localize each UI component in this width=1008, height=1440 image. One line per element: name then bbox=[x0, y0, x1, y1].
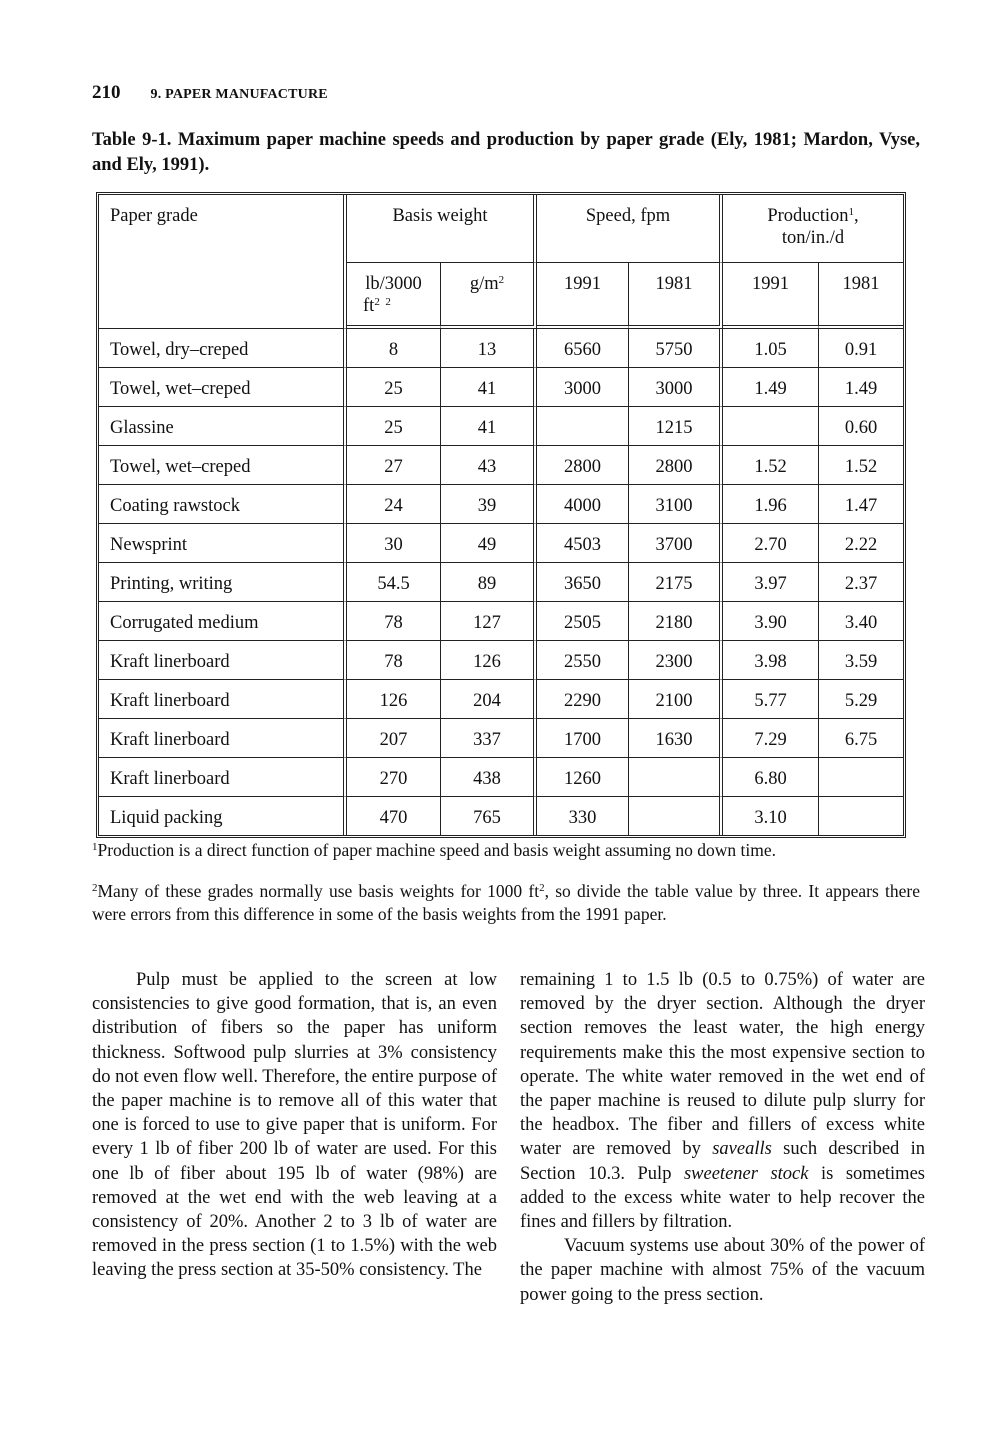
cell-grade: Kraft linerboard bbox=[99, 641, 347, 680]
cell-basis-gm: 765 bbox=[441, 797, 537, 835]
page-number: 210 bbox=[92, 82, 121, 103]
table-row bbox=[99, 797, 903, 835]
cell-speed-1991 bbox=[537, 407, 629, 446]
cell-basis-lb: 470 bbox=[347, 797, 441, 835]
cell-speed-1991: 2550 bbox=[537, 641, 629, 680]
cell-grade: Printing, writing bbox=[99, 563, 347, 602]
table-row bbox=[99, 602, 903, 641]
cell-production-1981 bbox=[819, 758, 903, 797]
cell-basis-gm: 13 bbox=[441, 329, 537, 368]
cell-grade: Kraft linerboard bbox=[99, 719, 347, 758]
cell-grade: Liquid packing bbox=[99, 797, 347, 835]
cell-speed-1991: 4000 bbox=[537, 485, 629, 524]
cell-basis-lb: 78 bbox=[347, 641, 441, 680]
cell-basis-lb: 30 bbox=[347, 524, 441, 563]
cell-speed-1991: 3650 bbox=[537, 563, 629, 602]
table-row bbox=[99, 719, 903, 758]
cell-basis-lb: 27 bbox=[347, 446, 441, 485]
table-caption: Table 9-1. Maximum paper machine speeds and production by paper grade (Ely, 1981; Mardon, Vyse, and Ely, 1991). bbox=[92, 130, 920, 175]
cell-production-1991: 3.90 bbox=[723, 602, 819, 641]
cell-speed-1981 bbox=[629, 758, 723, 797]
cell-basis-gm: 39 bbox=[441, 485, 537, 524]
cell-basis-lb: 24 bbox=[347, 485, 441, 524]
cell-production-1981 bbox=[819, 797, 903, 835]
cell-production-1991 bbox=[723, 407, 819, 446]
cell-grade: Glassine bbox=[99, 407, 347, 446]
cell-speed-1991: 3000 bbox=[537, 368, 629, 407]
cell-basis-lb: 8 bbox=[347, 329, 441, 368]
cell-production-1991: 5.77 bbox=[723, 680, 819, 719]
cell-speed-1991: 1700 bbox=[537, 719, 629, 758]
cell-production-1981: 2.37 bbox=[819, 563, 903, 602]
cell-grade: Towel, wet–creped bbox=[99, 368, 347, 407]
cell-speed-1981: 1215 bbox=[629, 407, 723, 446]
cell-speed-1981: 3700 bbox=[629, 524, 723, 563]
paper-grade-table bbox=[96, 192, 906, 838]
table-row bbox=[99, 368, 903, 407]
cell-production-1981: 0.60 bbox=[819, 407, 903, 446]
footnote-1: $^1$Production is a direct function of paper machine speed and basis weight assuming no down time. bbox=[92, 840, 776, 860]
cell-production-1991: 7.29 bbox=[723, 719, 819, 758]
table-row bbox=[99, 329, 903, 368]
cell-basis-lb: 25 bbox=[347, 407, 441, 446]
footnote-2: $^2$Many of these grades normally use basis weights for 1000 $ft^2$, so divide the table value by three. It appears there were errors from this difference in some of the basis weights from the 1991 paper. bbox=[92, 881, 920, 924]
table-row bbox=[99, 641, 903, 680]
cell-production-1981: 0.91 bbox=[819, 329, 903, 368]
cell-grade: Corrugated medium bbox=[99, 602, 347, 641]
header-speed-1991: 1991 bbox=[537, 263, 629, 329]
header-production-1991: 1991 bbox=[723, 263, 819, 329]
header-speed-1981: 1981 bbox=[629, 263, 723, 329]
cell-speed-1981: 3100 bbox=[629, 485, 723, 524]
cell-grade: Kraft linerboard bbox=[99, 680, 347, 719]
chapter-title: 9. PAPER MANUFACTURE bbox=[150, 87, 328, 102]
cell-speed-1991: 2800 bbox=[537, 446, 629, 485]
body-paragraph: Vacuum systems use about 30% of the power of the paper machine with almost 75% of the vacuum power going to the press section. bbox=[520, 1236, 925, 1305]
body-paragraph: Pulp must be applied to the screen at low consistencies to give good formation, that is, an even distribution of fibers so the paper has uniform thickness. Softwood pulp slurries at 3% consistency do not even flow well. Therefore, the entire purpose of the paper machine is to remove all of this water that one is forced to use to give paper that is uniform. For every 1 lb of fiber 200 lb of water are used. For this one lb of fiber about 195 lb of water (98%) are removed at the wet end with the web leaving at a consistency of 20%. Another 2 to 3 lb of water are removed in the press section (1 to 1.5%) with the web leaving the press section at 35-50% consistency. The bbox=[92, 970, 497, 1281]
cell-basis-gm: 438 bbox=[441, 758, 537, 797]
cell-speed-1991: 330 bbox=[537, 797, 629, 835]
cell-speed-1981: 1630 bbox=[629, 719, 723, 758]
cell-production-1991: 1.52 bbox=[723, 446, 819, 485]
body-column-right bbox=[520, 968, 925, 1307]
cell-production-1991: 1.96 bbox=[723, 485, 819, 524]
header-lb-unit: lb/3000 $ft^{2 2}$ bbox=[347, 263, 441, 329]
cell-grade: Towel, wet–creped bbox=[99, 446, 347, 485]
table-row bbox=[99, 680, 903, 719]
cell-production-1991: 3.10 bbox=[723, 797, 819, 835]
cell-speed-1981: 2100 bbox=[629, 680, 723, 719]
cell-basis-gm: 43 bbox=[441, 446, 537, 485]
header-paper-grade: Paper grade bbox=[99, 195, 347, 329]
table-row bbox=[99, 485, 903, 524]
cell-speed-1981: 3000 bbox=[629, 368, 723, 407]
cell-basis-lb: 126 bbox=[347, 680, 441, 719]
table-row bbox=[99, 524, 903, 563]
table-row bbox=[99, 563, 903, 602]
body-column-left bbox=[92, 968, 497, 1283]
cell-basis-gm: 204 bbox=[441, 680, 537, 719]
cell-speed-1981: 2300 bbox=[629, 641, 723, 680]
header-gm-unit: $g/m^2$ bbox=[441, 263, 537, 329]
cell-grade: Kraft linerboard bbox=[99, 758, 347, 797]
table-row bbox=[99, 407, 903, 446]
cell-basis-gm: 41 bbox=[441, 368, 537, 407]
cell-basis-lb: 78 bbox=[347, 602, 441, 641]
table-row bbox=[99, 758, 903, 797]
cell-production-1991: 1.49 bbox=[723, 368, 819, 407]
cell-production-1981: 1.49 bbox=[819, 368, 903, 407]
cell-speed-1981: 5750 bbox=[629, 329, 723, 368]
cell-speed-1981: 2800 bbox=[629, 446, 723, 485]
cell-basis-lb: 207 bbox=[347, 719, 441, 758]
cell-basis-lb: 270 bbox=[347, 758, 441, 797]
cell-production-1981: 6.75 bbox=[819, 719, 903, 758]
running-header bbox=[92, 82, 328, 104]
body-paragraph: remaining 1 to 1.5 lb (0.5 to 0.75%) of water are removed by the dryer section. Although the dryer section removes the least water, the high energy requirements make this the most expensive section to operate. The white water removed in the wet end of the paper machine is reused to dilute pulp slurry for the headbox. The fiber and fillers of excess white water are removed by savealls such described in Section 10.3. Pulp sweetener stock is sometimes added to the excess white water to help recover the fines and fillers by filtration. bbox=[520, 970, 926, 1233]
cell-production-1981: 1.47 bbox=[819, 485, 903, 524]
cell-speed-1991: 4503 bbox=[537, 524, 629, 563]
cell-speed-1991: 6560 bbox=[537, 329, 629, 368]
cell-basis-gm: 337 bbox=[441, 719, 537, 758]
cell-production-1981: 5.29 bbox=[819, 680, 903, 719]
cell-production-1991: 1.05 bbox=[723, 329, 819, 368]
cell-basis-lb: 54.5 bbox=[347, 563, 441, 602]
header-production: Production$^1$, ton/in./d bbox=[723, 195, 903, 263]
cell-production-1991: 2.70 bbox=[723, 524, 819, 563]
cell-production-1981: 3.40 bbox=[819, 602, 903, 641]
cell-speed-1981: 2175 bbox=[629, 563, 723, 602]
cell-basis-gm: 127 bbox=[441, 602, 537, 641]
cell-speed-1981 bbox=[629, 797, 723, 835]
cell-basis-gm: 89 bbox=[441, 563, 537, 602]
header-production-1981: 1981 bbox=[819, 263, 903, 329]
cell-speed-1991: 2505 bbox=[537, 602, 629, 641]
table-row bbox=[99, 446, 903, 485]
cell-speed-1991: 1260 bbox=[537, 758, 629, 797]
cell-production-1981: 2.22 bbox=[819, 524, 903, 563]
cell-speed-1981: 2180 bbox=[629, 602, 723, 641]
cell-speed-1991: 2290 bbox=[537, 680, 629, 719]
cell-grade: Newsprint bbox=[99, 524, 347, 563]
cell-production-1991: 3.97 bbox=[723, 563, 819, 602]
header-basis-weight: Basis weight bbox=[347, 195, 537, 263]
header-speed: Speed, fpm bbox=[537, 195, 723, 263]
cell-production-1991: 3.98 bbox=[723, 641, 819, 680]
cell-grade: Coating rawstock bbox=[99, 485, 347, 524]
cell-production-1981: 3.59 bbox=[819, 641, 903, 680]
cell-basis-gm: 41 bbox=[441, 407, 537, 446]
cell-grade: Towel, dry–creped bbox=[99, 329, 347, 368]
cell-basis-gm: 49 bbox=[441, 524, 537, 563]
cell-production-1981: 1.52 bbox=[819, 446, 903, 485]
cell-basis-gm: 126 bbox=[441, 641, 537, 680]
cell-production-1991: 6.80 bbox=[723, 758, 819, 797]
cell-basis-lb: 25 bbox=[347, 368, 441, 407]
